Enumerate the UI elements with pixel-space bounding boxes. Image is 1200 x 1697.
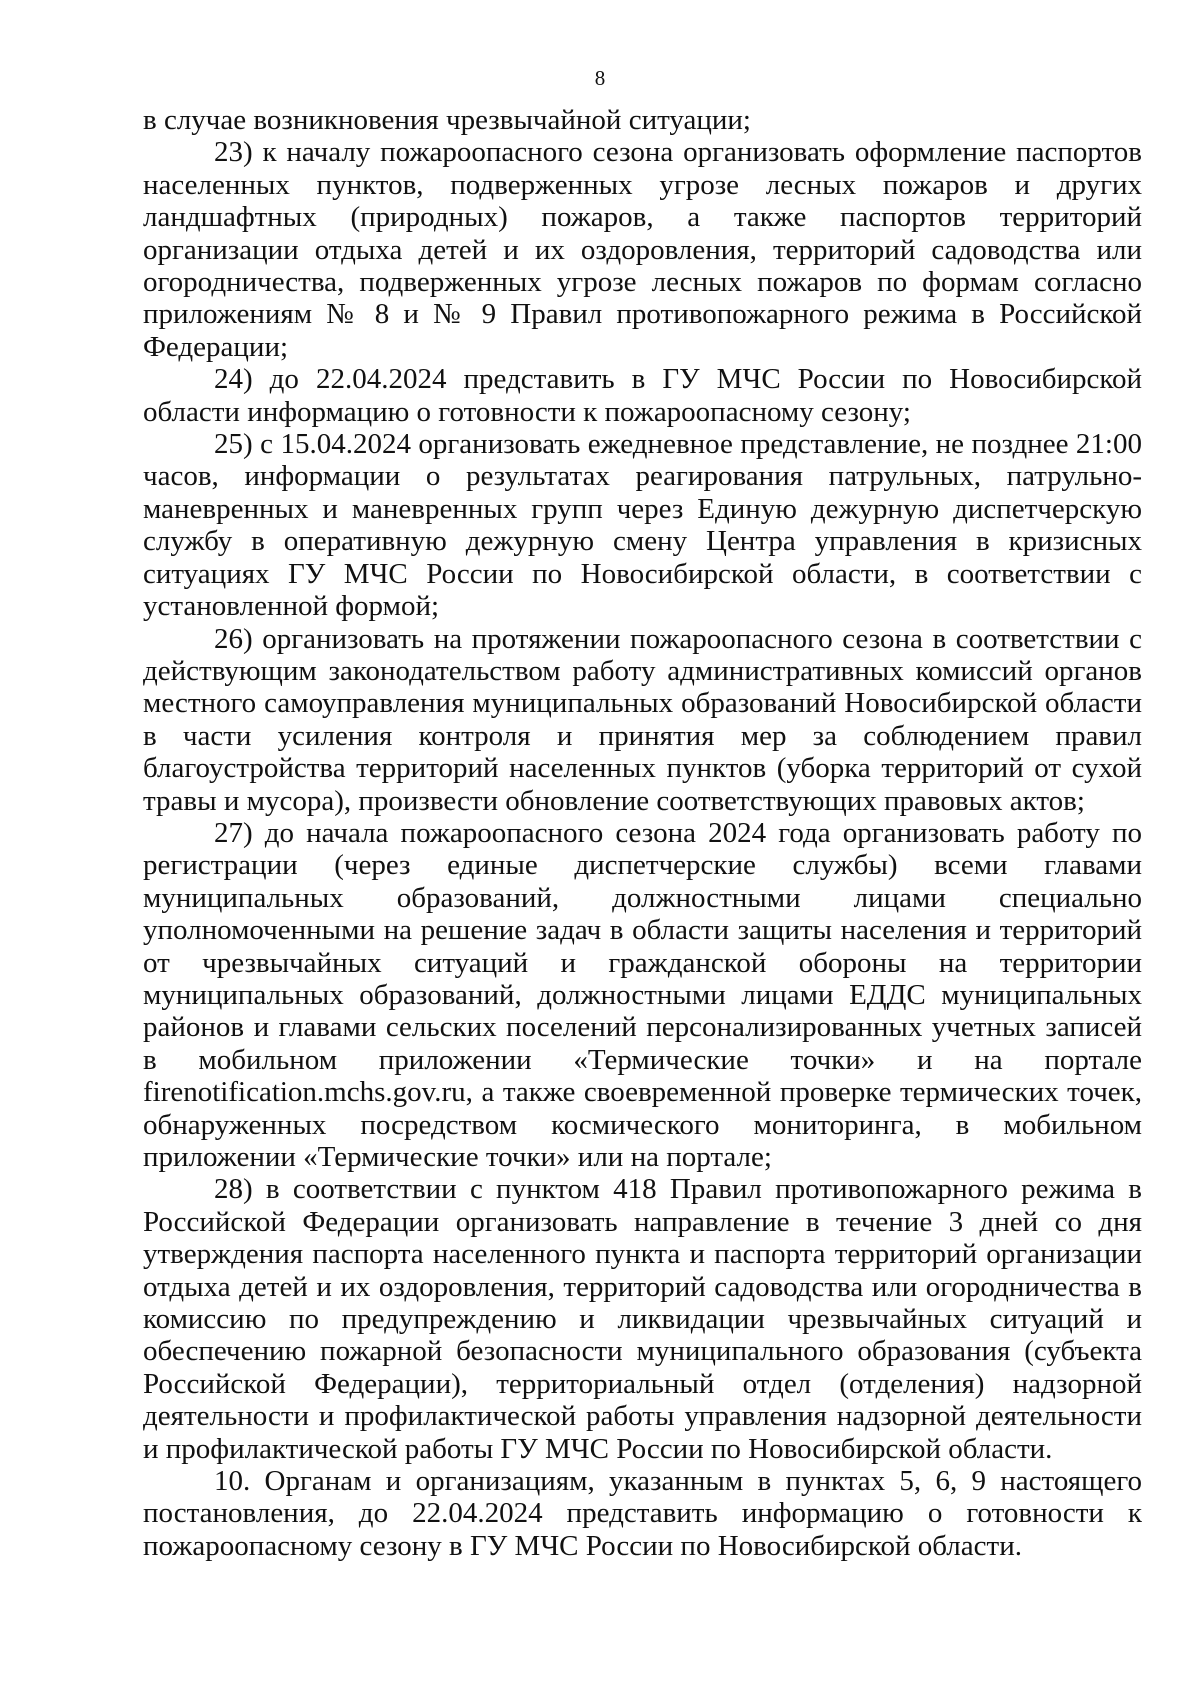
paragraph-item-25: 25) с 15.04.2024 организовать ежедневное представление, не позднее 21:00 часов, информации о результатах реагирования патрульных, патрульно-маневренных и маневренных групп через Единую дежурную диспетчерскую службу в оперативную дежурную смену Центра управления в кризисных ситуациях ГУ МЧС России по Новосибирской области, в соответствии с установленной формой; (143, 428, 1142, 623)
paragraph-item-24: 24) до 22.04.2024 представить в ГУ МЧС России по Новосибирской области информацию о готовности к пожароопасному сезону; (143, 363, 1142, 428)
paragraph-continuation: в случае возникновения чрезвычайной ситуации; (143, 104, 751, 136)
paragraph-item-10: 10. Органам и организациям, указанным в пунктах 5, 6, 9 настоящего постановления, до 22.04.2024 представить информацию о готовности к пожароопасному сезону в ГУ МЧС России по Новосибирской области. (143, 1465, 1142, 1562)
document-body (143, 104, 1142, 1562)
paragraph-item-26: 26) организовать на протяжении пожароопасного сезона в соответствии с действующим законодательством работу административных комиссий органов местного самоуправления муниципальных образований Новосибирской области в части усиления контроля и принятия мер за соблюдением правил благоустройства территорий населенных пунктов (уборка территорий от сухой травы и мусора), произвести обновление соответствующих правовых актов; (143, 622, 1142, 817)
page-number: 8 (594, 66, 606, 90)
paragraph-item-27: 27) до начала пожароопасного сезона 2024 года организовать работу по регистрации (через единые диспетчерские службы) всеми главами муниципальных образований, должностными лицами специально уполномоченными на решение задач в области защиты населения и территорий от чрезвычайных ситуаций и гражданской обороны на территории муниципальных образований, должностными лицами ЕДДС муниципальных районов и главами сельских поселений персонализированных учетных записей в мобильном приложении «Термические точки» и на портале firenotification.mchs.gov.ru, а также своевременной проверке термических точек, обнаруженных посредством космического мониторинга, в мобильном приложении «Термические точки» или на портале; (143, 816, 1142, 1173)
paragraph-item-28: 28) в соответствии с пунктом 418 Правил противопожарного режима в Российской Федерации организовать направление в течение 3 дней со дня утверждения паспорта населенного пункта и паспорта территорий организации отдыха детей и их оздоровления, территорий садоводства или огородничества в комиссию по предупреждению и ликвидации чрезвычайных ситуаций и обеспечению пожарной безопасности муниципального образования (субъекта Российской Федерации), территориальный отдел (отделения) надзорной деятельности и профилактической работы управления надзорной деятельности и профилактической работы ГУ МЧС России по Новосибирской области. (143, 1173, 1142, 1465)
paragraph-item-23: 23) к началу пожароопасного сезона организовать оформление паспортов населенных пунктов, подверженных угрозе лесных пожаров и других ландшафтных (природных) пожаров, а также паспортов территорий организации отдыха детей и их оздоровления, территорий садоводства или огородничества, подверженных угрозе лесных пожаров по формам согласно приложениям № 8 и № 9 Правил противопожарного режима в Российской Федерации; (143, 136, 1142, 363)
